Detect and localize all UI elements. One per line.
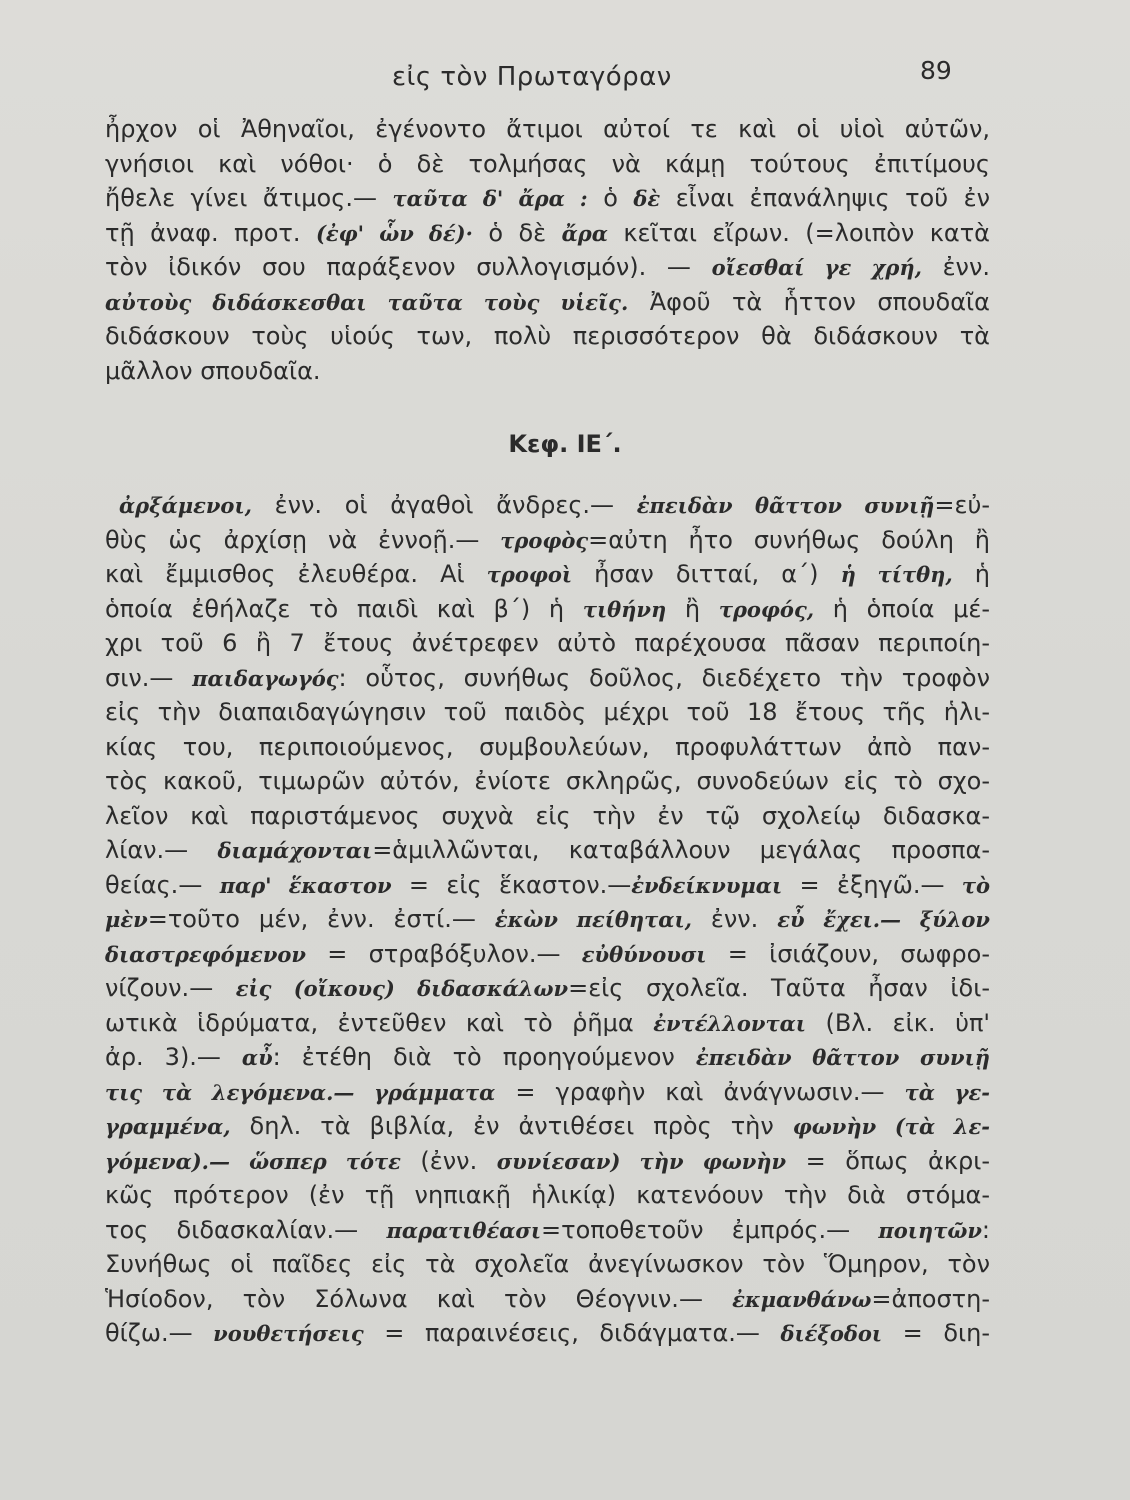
- text-line: [105, 1247, 990, 1282]
- gloss-text: ἐνν. οἱ ἀγαθοὶ ἄνδρες.—: [251, 491, 637, 519]
- gloss-text: ἤθελε γίνει ἄτιμος.—: [105, 184, 393, 212]
- lemma: δὲ: [633, 186, 661, 211]
- lemma: παρατιθέασι: [386, 1217, 542, 1243]
- text-line: [105, 592, 990, 627]
- lemma: ἐπειδὰν θᾶττον συνιῇ: [636, 493, 935, 518]
- page-header: [0, 56, 1130, 96]
- lemma: γραμμένα,: [105, 1114, 231, 1139]
- page-number: 89: [920, 56, 952, 85]
- gloss-text: λεῖον καὶ παριστάμενος συχνὰ εἰς τὴν ἐν τῷ σχολείῳ διδασκα-: [105, 801, 990, 830]
- lemma: διαστρεφόμενον: [105, 941, 306, 967]
- gloss-text: =ἀποστη-: [871, 1284, 990, 1313]
- lemma: τροφοὶ: [486, 562, 573, 587]
- gloss-text: Συνήθως οἱ παῖδες εἰς τὰ σχολεῖα ἀνεγίνωσκον τὸν Ὅμηρον, τὸν: [105, 1250, 990, 1278]
- gloss-text: =αὐτη ἦτο συνήθως δούλη ἢ: [588, 525, 990, 554]
- gloss-text: κῶς πρότερον (ἐν τῇ νηπιακῇ ἡλικίᾳ) κατενόουν τὴν διὰ στόμα-: [105, 1181, 990, 1209]
- gloss-text: = γραφὴν καὶ ἀνάγνωσιν.—: [495, 1077, 905, 1106]
- gloss-text: =ἁμιλλῶνται, καταβάλλουν μεγάλας προσπα-: [372, 836, 990, 864]
- text-line: [105, 902, 990, 937]
- lemma: ἐπειδὰν θᾶττον συνιῇ: [695, 1045, 991, 1070]
- gloss-text: ἐνν.: [921, 253, 990, 281]
- gloss-text: : ἐτέθη διὰ τὸ προηγούμενον: [272, 1043, 696, 1071]
- text-line: [105, 661, 990, 696]
- text-line: [105, 250, 990, 285]
- lemma: ταῦτα δ' ἄρα :: [392, 186, 588, 211]
- text-line: [105, 1006, 990, 1041]
- gloss-text: τῇ ἀναφ. προτ.: [105, 218, 316, 247]
- lemma: ἐντέλλονται: [653, 1010, 806, 1036]
- gloss-text: : οὗτος, συνήθως δοῦλος, διεδέχετο τὴν τροφὸν: [338, 663, 990, 692]
- gloss-text: = παραινέσεις, διδάγματα.—: [363, 1319, 781, 1347]
- text-line: [105, 799, 990, 834]
- gloss-text: ἦσαν διτταί, α΄): [572, 560, 841, 588]
- lemma: τροφὸς: [500, 527, 589, 553]
- text-line: [105, 764, 990, 799]
- lemma: ἐκμανθάνω: [732, 1286, 872, 1312]
- text-line: [105, 1178, 990, 1213]
- gloss-text: =εἰς σχολεῖα. Ταῦτα ἦσαν ἰδι-: [568, 974, 990, 1002]
- text-line: [105, 216, 990, 251]
- gloss-text: ωτικὰ ἱδρύματα, ἐντεῦθεν καὶ τὸ ῥῆμα: [105, 1008, 654, 1037]
- text-line: [105, 1316, 990, 1351]
- lemma: εὖ ἔχει.— ξύλον: [777, 907, 991, 932]
- gloss-text: χρι τοῦ 6 ἢ 7 ἔτους ἀνέτρεφεν αὐτὸ παρέχουσα πᾶσαν περιποίη-: [105, 629, 990, 657]
- text-line: [105, 1040, 990, 1075]
- gloss-text: ὁ: [587, 184, 634, 212]
- gloss-text: ἢ: [666, 594, 719, 623]
- text-line: [105, 971, 990, 1006]
- gloss-text: = ἰσιάζουν, σωφρο-: [706, 939, 990, 968]
- lemma: αὐτοὺς διδάσκεσθαι ταῦτα τοὺς υἱεῖς.: [105, 289, 629, 315]
- gloss-text: λίαν.—: [105, 836, 218, 864]
- text-line: [105, 112, 990, 147]
- paragraph-1: [105, 112, 990, 388]
- lemma: ἑκὼν πείθηται,: [494, 907, 692, 932]
- gloss-text: θὺς ὡς ἀρχίσῃ νὰ ἐννοῇ.—: [105, 525, 501, 554]
- chapter-heading: [0, 430, 1130, 458]
- text-line: [105, 147, 990, 182]
- lemma: εἰς (οἴκους) διδασκάλων: [235, 976, 569, 1001]
- gloss-text: = διη-: [882, 1319, 990, 1347]
- text-line: [105, 181, 990, 216]
- text-line: [105, 488, 990, 523]
- gloss-text: Ἡσίοδον, τὸν Σόλωνα καὶ τὸν Θέογνιν.—: [105, 1284, 733, 1313]
- gloss-text: = ἐξηγῶ.—: [782, 870, 962, 899]
- text-line: [105, 868, 990, 903]
- lemma: ἐνδείκνυμαι: [631, 872, 783, 898]
- text-line: [105, 730, 990, 765]
- gloss-text: τὸς κακοῦ, τιμωρῶν αὐτόν, ἐνίοτε σκληρῶς, συνοδεύων εἰς τὸ σχο-: [105, 767, 990, 795]
- lemma: τροφός,: [718, 596, 815, 622]
- gloss-text: τος διδασκαλίαν.—: [105, 1215, 387, 1244]
- gloss-text: ὁ δὲ: [472, 218, 562, 247]
- lemma: παιδαγωγός: [192, 665, 339, 691]
- gloss-text: ἀρ. 3).—: [105, 1043, 242, 1071]
- lemma: φωνὴν (τὰ λε-: [792, 1114, 990, 1139]
- lemma: ἡ τίτθη,: [840, 562, 953, 587]
- gloss-text: δηλ. τὰ βιβλία, ἐν ἀντιθέσει πρὸς τὴν: [230, 1112, 793, 1140]
- gloss-text: γνήσιοι καὶ νόθοι· ὁ δὲ τολμήσας νὰ κάμῃ τούτους ἐπιτίμους: [105, 149, 990, 178]
- gloss-text: κίας του, περιποιούμενος, συμβουλεύων, προφυλάττων ἀπὸ παν-: [105, 732, 990, 761]
- gloss-text: (ἐνν.: [400, 1146, 497, 1175]
- gloss-text: =εὐ-: [934, 491, 991, 519]
- text-line: [105, 626, 990, 661]
- text-line: [105, 833, 990, 868]
- gloss-text: νίζουν.—: [105, 974, 236, 1002]
- text-line: [105, 1109, 990, 1144]
- lemma: τιθήνη: [582, 596, 667, 622]
- gloss-text: :: [981, 1215, 990, 1244]
- lemma: μὲν: [105, 907, 148, 932]
- gloss-text: ἦρχον οἱ Ἀθηναῖοι, ἐγένοντο ἄτιμοι αὐτοί τε καὶ οἱ υἱοὶ αὐτῶν,: [105, 115, 990, 143]
- gloss-text: μᾶλλον σπουδαῖα.: [105, 356, 321, 385]
- text-line: [105, 937, 990, 972]
- gloss-text: (Βλ. εἰκ. ὑπ': [805, 1008, 990, 1037]
- gloss-text: ἡ ὁποία μέ-: [814, 594, 990, 623]
- lemma: παρ' ἕκαστον: [219, 872, 392, 898]
- gloss-text: = στραβόξυλον.—: [305, 939, 582, 968]
- text-line: [105, 1213, 990, 1248]
- gloss-text: διδάσκουν τοὺς υἱούς των, πολὺ περισσότερον θὰ διδάσκουν τὰ: [105, 322, 990, 350]
- gloss-text: ἐνν.: [691, 905, 778, 933]
- text-line: [105, 523, 990, 558]
- lemma: οἴεσθαί γε χρή,: [711, 255, 922, 280]
- gloss-text: θείας.—: [105, 870, 220, 899]
- gloss-text: ἡ: [952, 560, 990, 588]
- text-line: [105, 1144, 990, 1179]
- gloss-text: θίζω.—: [105, 1319, 214, 1347]
- lemma: ἄρα: [561, 220, 608, 246]
- lemma: νουθετήσεις: [213, 1321, 364, 1346]
- gloss-text: =τοποθετοῦν ἐμπρός.—: [541, 1215, 879, 1244]
- lemma: διαμάχονται: [217, 838, 373, 863]
- lemma: εὐθύνουσι: [581, 941, 707, 967]
- gloss-text: εἶναι ἐπανάληψις τοῦ ἐν: [660, 184, 991, 212]
- lemma: ἀρξάμενοι,: [119, 493, 252, 518]
- gloss-text: τὸν ἰδικόν σου παράξενον συλλογισμόν). —: [105, 253, 712, 281]
- lemma: διέξοδοι: [780, 1321, 883, 1346]
- text-line: [105, 354, 990, 389]
- text-line: [105, 557, 990, 592]
- lemma: τις τὰ λεγόμενα.— γράμματα: [105, 1079, 496, 1105]
- gloss-text: κεῖται εἴρων. (=λοιπὸν κατὰ: [607, 218, 991, 247]
- text-line: [105, 319, 990, 354]
- lemma: ποιητῶν: [878, 1217, 982, 1243]
- text-line: [105, 695, 990, 730]
- lemma: γόμενα).— ὥσπερ τότε: [105, 1148, 401, 1174]
- gloss-text: = ὅπως ἀκρι-: [786, 1146, 990, 1175]
- text-line: [105, 1075, 990, 1110]
- gloss-text: εἰς τὴν διαπαιδαγώγησιν τοῦ παιδὸς μέχρι τοῦ 18 ἔτους τῆς ἡλι-: [105, 698, 990, 726]
- lemma: τὰ γε-: [904, 1079, 990, 1105]
- chapter-heading-text: Κεφ. ΙΕ΄.: [508, 430, 622, 458]
- lemma: συνίεσαν) τὴν φωνὴν: [496, 1148, 787, 1174]
- gloss-text: = εἰς ἕκαστον.—: [391, 870, 632, 899]
- text-line: [105, 285, 990, 320]
- running-title: εἰς τὸν Πρωταγόραν: [392, 62, 672, 92]
- paragraph-2: [105, 488, 990, 1351]
- gloss-text: σιν.—: [105, 663, 193, 692]
- text-line: [105, 1282, 990, 1317]
- gloss-text: ὁποία ἐθήλαζε τὸ παιδὶ καὶ β΄) ἡ: [105, 594, 583, 623]
- gloss-text: Ἀφοῦ τὰ ἧττον σπουδαῖα: [628, 287, 990, 316]
- lemma: (ἐφ' ὧν δέ)·: [315, 220, 473, 246]
- lemma: αὖ: [241, 1045, 273, 1070]
- gloss-text: καὶ ἔμμισθος ἐλευθέρα. Αἱ: [105, 560, 487, 588]
- lemma: τὸ: [961, 872, 990, 898]
- gloss-text: =τοῦτο μέν, ἐνν. ἐστί.—: [147, 905, 495, 933]
